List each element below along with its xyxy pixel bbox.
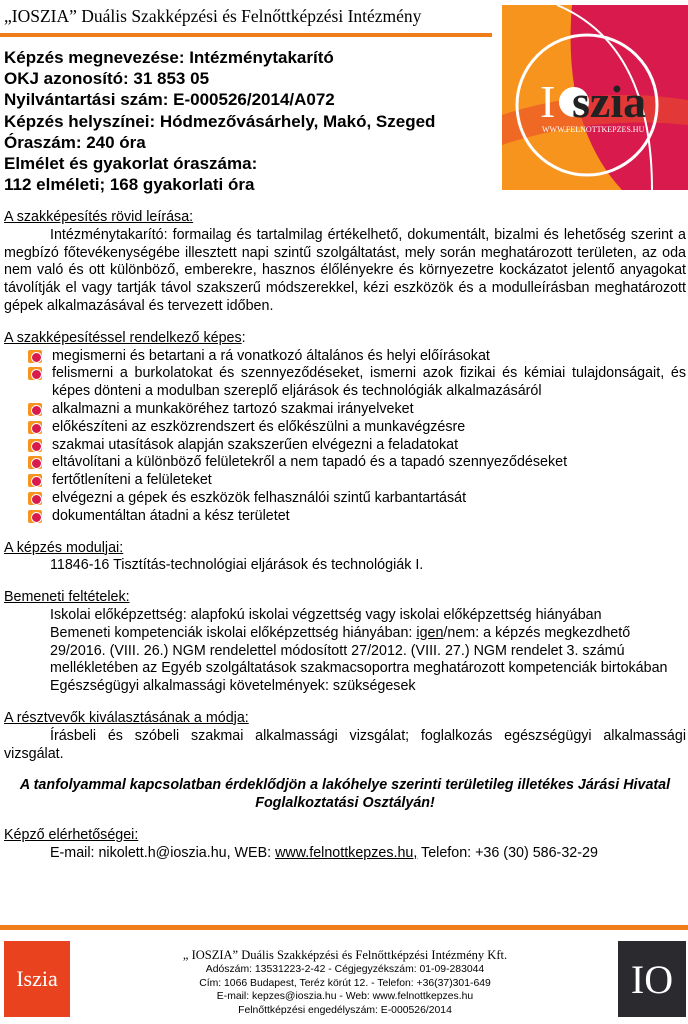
entry-school: Iskolai előképzettség: alapfokú iskolai végzettség vagy iskolai előképzettség hiányában (50, 606, 602, 623)
description-heading: A szakképesítés rövid leírása: (4, 209, 194, 225)
selection-heading: A résztvevők kiválasztásának a módja: (4, 709, 249, 726)
info-line: OKJ azonosító: 31 853 05 (4, 69, 210, 89)
entry-heading: Bemeneti feltételek: (4, 589, 130, 606)
selection-text: Írásbeli és szóbeli szakmai alkalmassági vizsgálat; foglalkozás egészségügyi alkalmassági vizsgálat. (4, 727, 686, 762)
document-body (4, 209, 686, 863)
list-item: alkalmazni a munkaköréhez tartozó szakmai irányelveket (28, 401, 686, 419)
contact-line: E-mail: nikolett.h@ioszia.hu, WEB: www.felnottkepzes.hu, Telefon: +36 (30) 586-32-29 (50, 844, 598, 861)
footer-logo-right: IO (618, 941, 686, 1017)
module-item: 11846-16 Tisztítás-technológiai eljárások és technológiák I. (50, 557, 424, 574)
contact-heading: Képző elérhetőségei: (4, 826, 139, 843)
ioszia-bullet-icon (28, 474, 42, 487)
list-item: megismerni és betartani a rá vonatkozó általános és helyi előírásokat (28, 348, 686, 366)
list-item: előkészíteni az eszközrendszert és előkészülni a munkavégzésre (28, 419, 686, 437)
footer-company: „ IOSZIA” Duális Szakképzési és Felnőttképzési Intézmény Kft. (182, 948, 508, 962)
svg-text:I: I (540, 76, 556, 127)
svg-text:szia: szia (572, 76, 647, 127)
ioszia-bullet-icon (28, 492, 42, 505)
list-item: szakmai utasítások alapján szakszerűen elvégezni a feladatokat (28, 437, 686, 455)
ioszia-bullet-icon (28, 456, 42, 469)
footer-line: Cím: 1066 Budapest, Teréz körút 12. - Telefon: +36(37)301-649 (199, 977, 491, 989)
footer-text (120, 948, 570, 1017)
info-line: Óraszám: 240 óra (4, 132, 146, 152)
ioszia-bullet-icon (28, 367, 42, 380)
info-line: Elmélet és gyakorlat óraszáma: (4, 154, 258, 174)
entry-health: Egészségügyi alkalmassági követelmények: szükségesek (50, 678, 416, 695)
website-link[interactable]: www.felnottkepzes.hu, (275, 844, 418, 861)
description-text: Intézménytakarító: formailag és tartalmilag értékelhető, dokumentált, bizalmi és lehetőség szerint a megbízó főtevékenységébe illesztett napi szintű szolgáltatást, mely során meghatározott területen, az oda nem való és ott különböző, emberekre, hasznos élőlényekre és környezetre kockázatot jelentő anyagokat távolítják el vagy tartják távol szakszerű módszerekkel, kézi eszközök és a modulleírásban meghatározott gépek alkalmazásával és tervezett időben. (4, 226, 686, 314)
list-item: dokumentáltan átadni a kész területet (28, 508, 686, 526)
footer-logo-left: Iszia (4, 941, 70, 1017)
ioszia-bullet-icon (28, 350, 42, 363)
header-title: „IOSZIA” Duális Szakképzési és Felnőttképzési Intézmény (4, 6, 422, 26)
ioszia-bullet-icon (28, 403, 42, 416)
skills-list (4, 348, 686, 526)
modules-heading: A képzés moduljai: (4, 539, 124, 556)
footer-line: Adószám: 13531223-2-42 - Cégjegyzékszám: 01-09-283044 (205, 964, 485, 975)
ioszia-bullet-icon (28, 510, 42, 523)
footer-line: Felnőttképzési engedélyszám: E-000526/2014 (238, 1004, 452, 1016)
info-line: Képzés helyszínei: Hódmezővásárhely, Makó, Szeged (4, 111, 436, 131)
list-item: eltávolítani a különböző felületekről a nem tapadó és a tapadó szennyeződéseket (28, 454, 686, 472)
skills-heading: A szakképesítéssel rendelkező képes: (4, 329, 246, 346)
info-line: Képzés megnevezése: Intézménytakarító (4, 48, 334, 67)
list-item: elvégezni a gépek és eszközök felhasználói szintű karbantartását (28, 490, 686, 508)
footer-line: E-mail: kepzes@ioszia.hu - Web: www.felnottkepzes.hu (216, 991, 474, 1003)
ioszia-bullet-icon (28, 439, 42, 452)
list-item: fertőtleníteni a felületeket (28, 472, 686, 490)
ioszia-bullet-icon (28, 421, 42, 434)
info-line: 112 elméleti; 168 gyakorlati óra (4, 175, 255, 195)
course-info (4, 47, 435, 195)
entry-competencies: Bemeneti kompetenciák iskolai előképzettség hiányában: igen/nem: a képzés megkezdhető 29/2016. (VIII. 26.) NGM rendelettel módosított 27/2012. (VIII. 27.) NGM rendelet 3. számú mellékletében az Egyéb szolgáltatások szakmacsoportra meghatározott kompetenciák birtokában (50, 624, 668, 677)
header-divider (0, 33, 492, 37)
ioszia-logo (502, 5, 688, 190)
footer-divider (0, 925, 688, 930)
list-item: felismerni a burkolatokat és szennyeződéseket, ismerni azok fizikai és kémiai tulajdonságait, és képes dönteni a modulban szereplő eljárások és technológiák alkalmazásáról (28, 365, 686, 401)
info-line: Nyilvántartási szám: E-000526/2014/A072 (4, 90, 335, 110)
svg-text:WWW.FELNOTTKEPZES.HU: WWW.FELNOTTKEPZES.HU (542, 125, 645, 134)
notice: A tanfolyammal kapcsolatban érdeklődjön a lakóhelye szerinti területileg illetékes Járási Hivatal Foglalkoztatási Osztályán! (19, 777, 671, 812)
